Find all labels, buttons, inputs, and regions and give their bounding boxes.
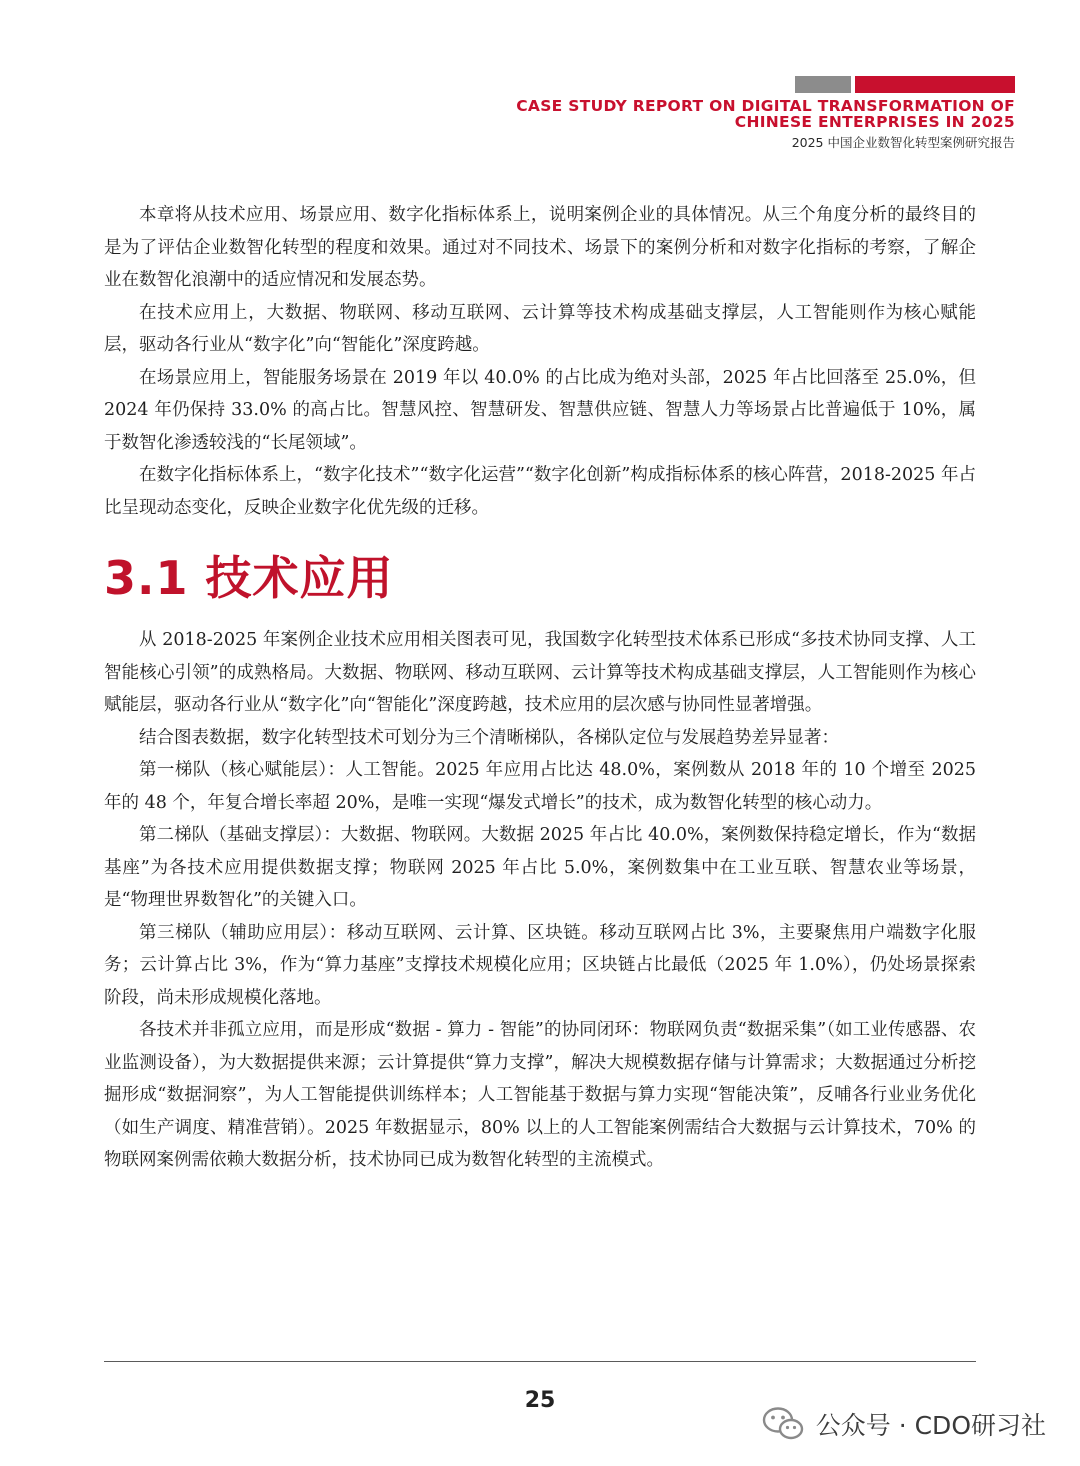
page-content xyxy=(104,199,976,1177)
header-title-en-line1: CASE STUDY REPORT ON DIGITAL TRANSFORMATION OF xyxy=(516,97,1015,115)
header-title-cn: 2025 中国企业数智化转型案例研究报告 xyxy=(791,135,1015,150)
header-title-en-line2: CHINESE ENTERPRISES IN 2025 xyxy=(734,113,1015,131)
header-bar-red xyxy=(855,76,1015,93)
intro-paragraph: 在数字化指标体系上，“数字化技术”“数字化运营”“数字化创新”构成指标体系的核心阵营，2018-2025 年占比呈现动态变化，反映企业数字化优先级的迁移。 xyxy=(104,465,976,518)
section-paragraph: 第二梯队（基础支撑层）：大数据、物联网。大数据 2025 年占比 40.0%，案例数保持稳定增长，作为“数据基座”为各技术应用提供数据支撑；物联网 2025 年占比 5.0%，案例数集中在工业互联、智慧农业等场景，是“物理世界数智化”的关键入口。 xyxy=(104,825,976,910)
intro-paragraph: 在场景应用上，智能服务场景在 2019 年以 40.0% 的占比成为绝对头部，2025 年占比回落至 25.0%，但 2024 年仍保持 33.0% 的高占比。智慧风控、智慧研发、智慧供应链、智慧人力等场景占比普遍低于 10%，属于数智化渗透较浅的“长尾领域”。 xyxy=(104,367,976,453)
section-paragraph: 结合图表数据，数字化转型技术可划分为三个清晰梯队，各梯队定位与发展趋势差异显著： xyxy=(139,727,839,748)
intro-paragraph: 本章将从技术应用、场景应用、数字化指标体系上，说明案例企业的具体情况。从三个角度分析的最终目的是为了评估企业数智化转型的程度和效果。通过对不同技术、场景下的案例分析和对数字化指标的考察，了解企业在数智化浪潮中的适应情况和发展态势。 xyxy=(104,205,976,290)
footer-divider xyxy=(104,1361,976,1362)
section-title: 3.1 技术应用 xyxy=(104,551,394,605)
header-bar-gray xyxy=(795,76,851,93)
wechat-icon xyxy=(762,1406,806,1442)
section-paragraph: 第三梯队（辅助应用层）：移动互联网、云计算、区块链。移动互联网占比 3%，主要聚焦用户端数字化服务；云计算占比 3%，作为“算力基座”支撑技术规模化应用；区块链占比最低（2025 年 1.0%），仍处场景探索阶段，尚未形成规模化落地。 xyxy=(104,922,976,1008)
watermark xyxy=(762,1404,1046,1444)
section-paragraph: 从 2018-2025 年案例企业技术应用相关图表可见，我国数字化转型技术体系已形成“多技术协同支撑、人工智能核心引领”的成熟格局。大数据、物联网、移动互联网、云计算等技术构成基础支撑层，人工智能则作为核心赋能层，驱动各行业从“数字化”向“智能化”深度跨越，技术应用的层次感与协同性显著增强。 xyxy=(104,630,976,715)
section-paragraph: 第一梯队（核心赋能层）：人工智能。2025 年应用占比达 48.0%，案例数从 2018 年的 10 个增至 2025 年的 48 个，年复合增长率超 20%，是唯一实现“爆发式增长”的技术，成为数智化转型的核心动力。 xyxy=(104,760,976,813)
section-paragraph: 各技术并非孤立应用，而是形成“数据 - 算力 - 智能”的协同闭环：物联网负责“数据采集”（如工业传感器、农业监测设备），为大数据提供来源；云计算提供“算力支撑”，解决大规模数据存储与计算需求；大数据通过分析挖掘形成“数据洞察”，为人工智能提供训练样本；人工智能基于数据与算力实现“智能决策”，反哺各行业业务优化（如生产调度、精准营销）。2025 年数据显示，80% 以上的人工智能案例需结合大数据与云计算技术，70% 的物联网案例需依赖大数据分析，技术协同已成为数智化转型的主流模式。 xyxy=(104,1020,976,1170)
intro-paragraph: 在技术应用上，大数据、物联网、移动互联网、云计算等技术构成基础支撑层，人工智能则作为核心赋能层，驱动各行业从“数字化”向“智能化”深度跨越。 xyxy=(104,302,976,355)
header-title-en xyxy=(455,98,1015,130)
page-number: 25 xyxy=(524,1388,556,1413)
watermark-text: 公众号 · CDO研习社 xyxy=(815,1411,1046,1440)
